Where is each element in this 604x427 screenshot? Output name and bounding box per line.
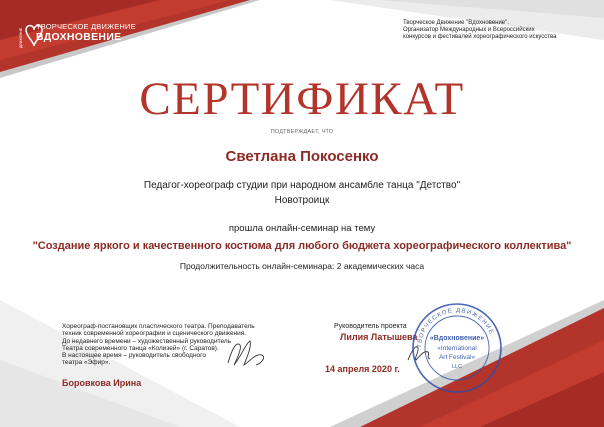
left-signer-line: театра «Эфир». (62, 359, 111, 367)
right-signer-role: Руководитель проекта (334, 323, 407, 330)
organizer-info (403, 20, 599, 42)
organizer-line: конкурсов и фестивалей хореографического искусства (403, 34, 557, 41)
stamp-line4: LLC (451, 364, 463, 370)
stamp-line3: Art Festival» (438, 354, 476, 361)
stamp-line1: «Вдохновение» (429, 335, 485, 342)
organizer-line: Творческое Движение "Вдохновение". (403, 20, 509, 26)
stamp-ring-text: ТВОРЧЕСКОЕ ДВИЖЕНИЕ (416, 307, 495, 349)
confirms-text: ПОДТВЕРЖДАЕТ, ЧТО (270, 129, 334, 135)
seminar-duration: Продолжительность онлайн-семинара: 2 академических часа (179, 261, 425, 271)
certificate-title: СЕРТИФИКАТ (139, 73, 465, 125)
passed-text: прошла онлайн-семинар на тему (228, 223, 376, 234)
seminar-topic: "Создание яркого и качественного костюма для любого бюджета хореографического коллектива" (32, 240, 572, 252)
logo-caption: ТВОРЧЕСКОЕ ДВИЖЕНИЕ (36, 22, 136, 31)
left-signer-line: Театра современного танца «Колизей» (г. Саратов). (62, 344, 219, 352)
left-signature (222, 335, 272, 371)
stamp-line2: «International (437, 345, 477, 352)
left-signer-line: Хореограф-постановщик пластического театра. Преподаватель (62, 323, 255, 330)
right-signer-name: Лилия Латышева (340, 332, 418, 342)
left-signer-line: В настоящее время – руководитель свободного (62, 352, 207, 360)
left-signer-line: техник современной хореографии и сценического движения. (62, 330, 247, 338)
organizer-line: Организатор Международных и Всероссийских (403, 27, 535, 34)
organization-stamp (409, 300, 505, 396)
issue-date: 14 апреля 2020 г. (325, 364, 400, 374)
left-signer-line: До недавнего времени – художественный руководитель (62, 337, 232, 345)
recipient-city: Новотроицк (274, 195, 330, 206)
recipient-name: Светлана Покосенко (225, 148, 379, 165)
logo-name: ВДОХНОВЕНИЕ (36, 31, 122, 43)
left-signer-name: Боровкова Ирина (62, 378, 142, 388)
recipient-position: Педагог-хореограф студии при народном ансамбле танца "Детство" (143, 180, 461, 191)
logo-side-text: ДВИЖЕНИЕ (19, 27, 23, 48)
